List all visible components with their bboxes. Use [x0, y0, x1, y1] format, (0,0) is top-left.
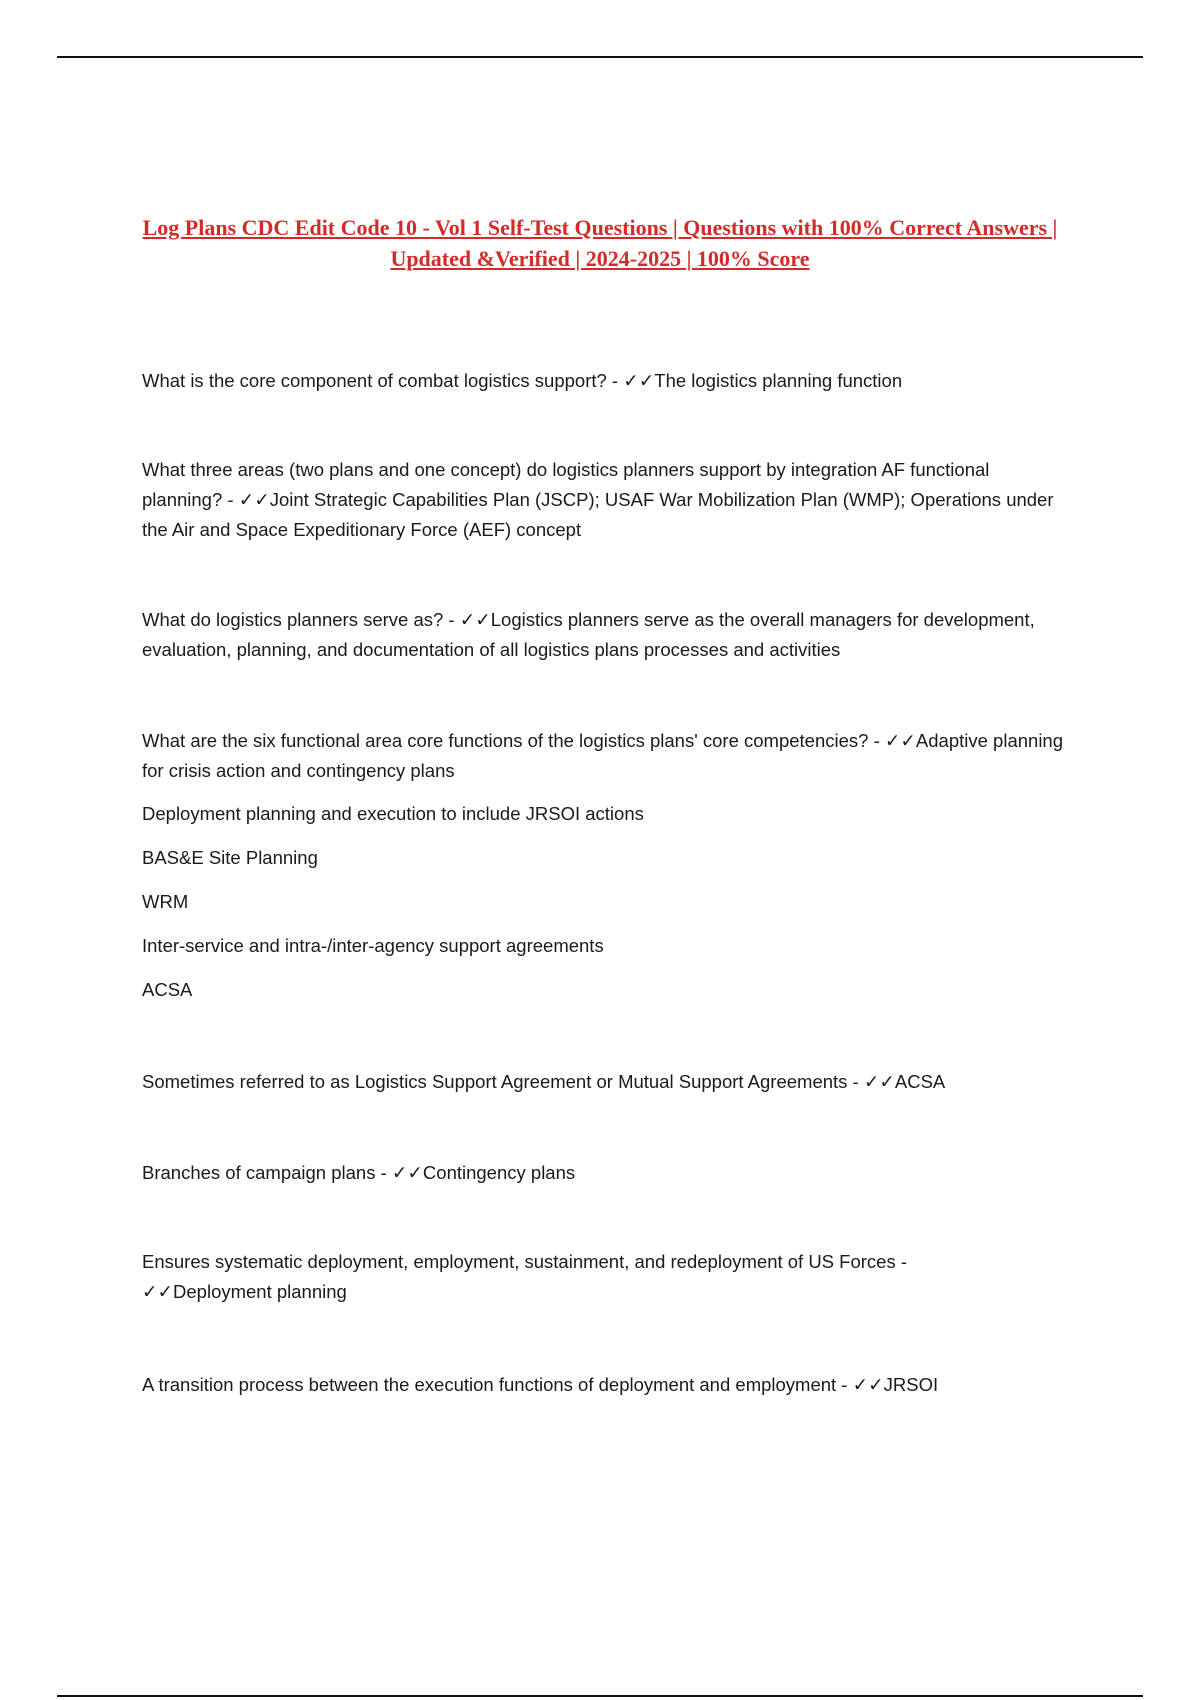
check-icon: ✓✓ — [142, 1281, 174, 1302]
qa-item: What do logistics planners serve as? - ✓✓Logistics planners serve as the overall managers for development, evaluation, planning, and documentation of all logistics plans processes and activities — [142, 609, 1035, 660]
top-rule — [57, 56, 1143, 58]
answer-text: JRSOI — [883, 1374, 939, 1395]
document-title: Log Plans CDC Edit Code 10 - Vol 1 Self-Test Questions | Questions with 100% Correct Answers | Updated &Verified | 2024-2025 | 100% Score — [142, 215, 1058, 271]
check-icon: ✓✓ — [884, 730, 916, 751]
qa-item: Ensures systematic deployment, employment, sustainment, and redeployment of US Forces - ✓✓Deployment planning — [142, 1251, 913, 1302]
answer-text: Adaptive planning for crisis action and contingency plans — [142, 730, 1064, 781]
bottom-rule — [57, 1695, 1143, 1697]
answer-text: ACSA — [894, 1071, 946, 1092]
check-icon: ✓✓ — [391, 1162, 423, 1183]
qa-item: A transition process between the execution functions of deployment and employment - ✓✓JRSOI — [142, 1374, 939, 1395]
answer-text: Logistics planners serve as the overall managers for development, evaluation, planning, and documentation of all logistics plans processes and activities — [142, 609, 1035, 660]
check-icon: ✓✓ — [238, 489, 270, 510]
qa-item: Branches of campaign plans - ✓✓Contingency plans — [142, 1162, 576, 1183]
list-line: ACSA — [142, 979, 193, 1000]
list-line: BAS&E Site Planning — [142, 847, 318, 868]
question-text: Ensures systematic deployment, employment, sustainment, and redeployment of US Forces — [142, 1251, 896, 1272]
list-line: WRM — [142, 891, 189, 912]
check-icon: ✓✓ — [459, 609, 491, 630]
question-text: Branches of campaign plans — [142, 1162, 376, 1183]
check-icon: ✓✓ — [623, 370, 655, 391]
check-icon: ✓✓ — [863, 1071, 895, 1092]
answer-text: The logistics planning function — [654, 370, 903, 391]
question-text: What are the six functional area core functions of the logistics plans' core competencies? — [142, 730, 869, 751]
question-text: What is the core component of combat logistics support? — [142, 370, 607, 391]
list-line: Deployment planning and execution to include JRSOI actions — [142, 803, 644, 824]
qa-item: What three areas (two plans and one concept) do logistics planners support by integration AF functional planning? - ✓✓Joint Strategic Capabilities Plan (JSCP); USAF War Mobilization Plan (WMP); Operations under the Air and Space Expeditionary Force (AEF) concept — [142, 459, 1054, 540]
question-text: A transition process between the execution functions of deployment and employment — [142, 1374, 837, 1395]
question-text: What three areas (two plans and one concept) do logistics planners support by integration AF functional planning? — [142, 459, 990, 510]
list-line: Inter-service and intra-/inter-agency support agreements — [142, 935, 604, 956]
question-text: Sometimes referred to as Logistics Support Agreement or Mutual Support Agreements — [142, 1071, 848, 1092]
qa-item: Sometimes referred to as Logistics Support Agreement or Mutual Support Agreements - ✓✓ACSA — [142, 1071, 946, 1092]
answer-text: Contingency plans — [422, 1162, 576, 1183]
answer-text: Deployment planning — [173, 1281, 347, 1302]
question-text: What do logistics planners serve as? — [142, 609, 444, 630]
check-icon: ✓✓ — [852, 1374, 884, 1395]
qa-item: What is the core component of combat logistics support? - ✓✓The logistics planning function — [142, 370, 903, 391]
answer-text: Joint Strategic Capabilities Plan (JSCP); USAF War Mobilization Plan (WMP); Operations under the Air and Space Expeditionary Force (AEF) concept — [142, 489, 1054, 540]
qa-item: What are the six functional area core functions of the logistics plans' core competencies? - ✓✓Adaptive planning for crisis action and contingency plans — [142, 730, 1064, 781]
